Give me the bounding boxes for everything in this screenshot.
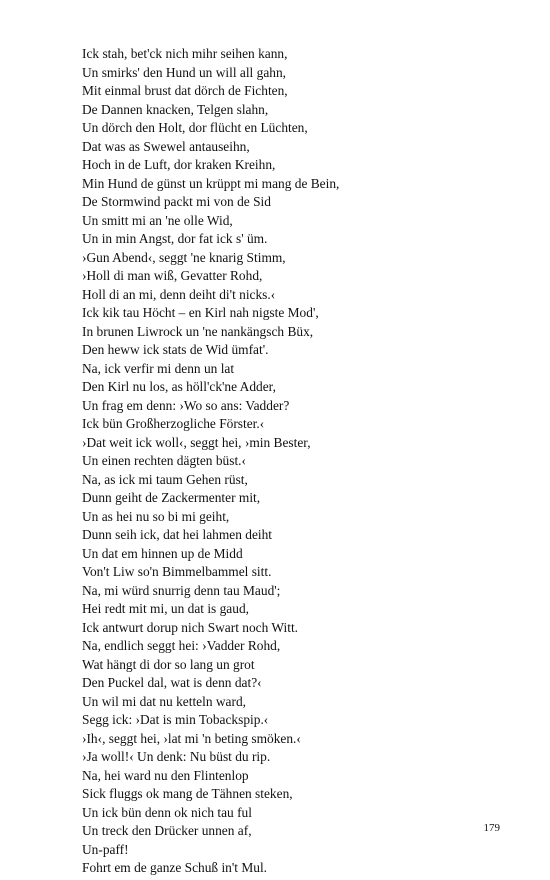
poem-line: ›Dat weit ick woll‹, seggt hei, ›min Bester, <box>82 434 311 450</box>
poem-line: ›Ja woll!‹ Un denk: Nu büst du rip. <box>82 749 271 764</box>
poem-line: Ick bün Großherzogliche Förster.‹ <box>82 416 265 431</box>
poem-line: Un smitt mi an 'ne olle Wid, <box>82 212 233 228</box>
poem-line: Na, as ick mi taum Gehen rüst, <box>82 471 248 487</box>
poem-line: Un-paff! <box>82 841 129 857</box>
poem-line: Ick stah, bet'ck nich mihr seihen kann, <box>82 46 288 61</box>
poem-line: Von't Liw so'n Bimmelbammel sitt. <box>82 564 272 579</box>
poem-line: Fohrt em de ganze Schuß in't Mul. <box>82 860 268 875</box>
poem-line: Ick kik tau Höcht – en Kirl nah nigste Mod', <box>82 305 319 320</box>
poem-line: Un dat em hinnen up de Midd <box>82 545 243 561</box>
poem-line: Dat was as Swewel antauseihn, <box>82 138 250 154</box>
poem-line: Na, endlich seggt hei: ›Vadder Rohd, <box>82 638 281 653</box>
poem-line: Segg ick: ›Dat is min Tobackspip.‹ <box>82 712 269 727</box>
poem-line: Dunn geiht de Zackermenter mit, <box>82 490 261 505</box>
poem-line: Hoch in de Luft, dor kraken Kreihn, <box>82 157 276 172</box>
poem-line: Hei redt mit mi, un dat is gaud, <box>82 601 249 616</box>
poem-line: Un ick bün denn ok nich tau ful <box>82 804 252 820</box>
page-number: 179 <box>483 822 500 834</box>
poem-line: Un smirks' den Hund un will all gahn, <box>82 64 286 80</box>
poem-line: Un einen rechten dägten büst.‹ <box>82 453 246 468</box>
poem-line: Na, mi würd snurrig denn tau Maud'; <box>82 582 281 598</box>
poem-line: Dunn seih ick, dat hei lahmen deiht <box>82 527 273 542</box>
poem-line: Wat hängt di dor so lang un grot <box>82 656 255 672</box>
poem-line: Ick antwurt dorup nich Swart noch Witt. <box>82 619 299 635</box>
poem-line: Den heww ick stats de Wid ümfat'. <box>82 342 269 357</box>
poem-text <box>82 45 522 878</box>
poem-line: Den Puckel dal, wat is denn dat?‹ <box>82 675 262 690</box>
poem-line: Un frag em denn: ›Wo so ans: Vadder? <box>82 397 290 413</box>
poem-line: Un in min Angst, dor fat ick s' üm. <box>82 231 268 246</box>
poem-line: ›Holl di man wiß, Gevatter Rohd, <box>82 268 263 283</box>
poem-line: Den Kirl nu los, as höll'ck'ne Adder, <box>82 379 276 394</box>
poem-line: Na, hei ward nu den Flintenlop <box>82 767 249 783</box>
poem-line: De Dannen knacken, Telgen slahn, <box>82 101 269 117</box>
poem-line: ›Ih‹, seggt hei, ›lat mi 'n beting smöken.‹ <box>82 730 301 746</box>
poem-line: De Stormwind packt mi von de Sid <box>82 194 271 209</box>
poem-line: Na, ick verfir mi denn un lat <box>82 360 235 376</box>
poem-line: Un treck den Drücker unnen af, <box>82 823 252 838</box>
poem-line: Holl di an mi, denn deiht di't nicks.‹ <box>82 286 276 302</box>
poem-line: In brunen Liwrock un 'ne nankängsch Büx, <box>82 323 314 339</box>
poem-line: ›Gun Abend‹, seggt 'ne knarig Stimm, <box>82 249 286 265</box>
poem-line: Mit einmal brust dat dörch de Fichten, <box>82 83 288 98</box>
poem-line: Min Hund de günst un krüppt mi mang de Bein, <box>82 175 340 191</box>
poem-line: Sick fluggs ok mang de Tähnen steken, <box>82 786 293 801</box>
poem-line: Un as hei nu so bi mi geiht, <box>82 508 230 524</box>
poem-line: Un wil mi dat nu ketteln ward, <box>82 693 247 709</box>
poem-line: Un dörch den Holt, dor flücht en Lüchten, <box>82 120 308 135</box>
